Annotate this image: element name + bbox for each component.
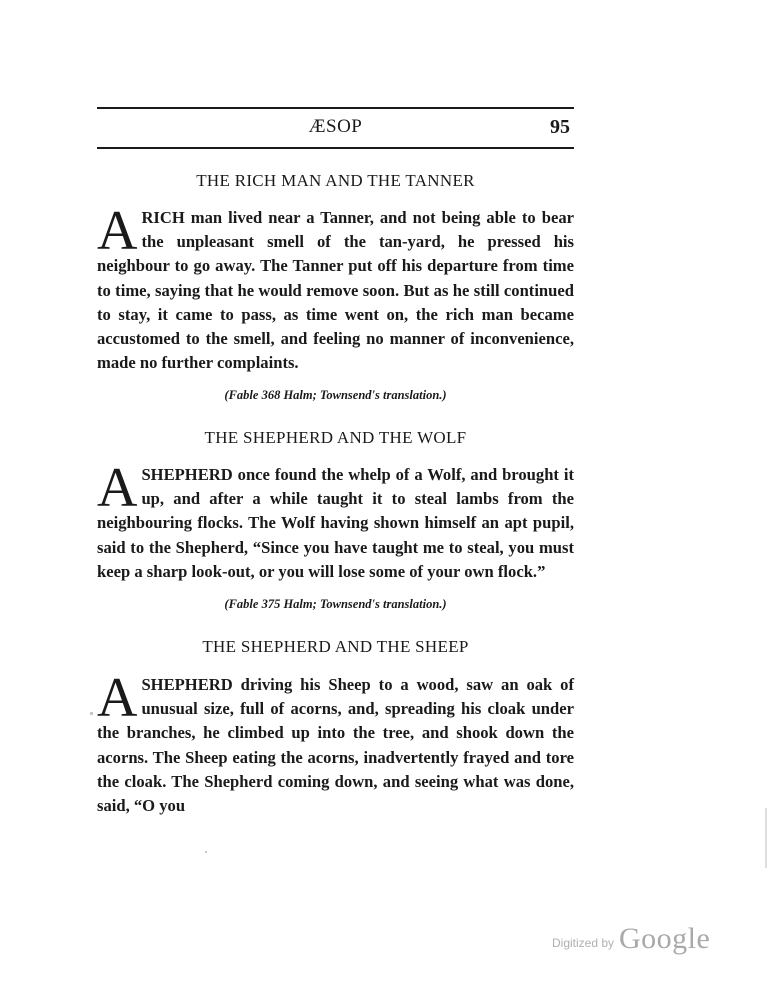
fable-body xyxy=(97,200,574,375)
fable-citation: (Fable 368 Halm; Townsend's translation.) xyxy=(224,388,447,402)
scan-edge-mark xyxy=(765,808,767,868)
running-title: ÆSOP xyxy=(308,116,363,137)
digitized-watermark xyxy=(552,922,722,958)
google-logo: Google xyxy=(619,922,711,955)
drop-cap: A xyxy=(97,457,138,519)
fable-body xyxy=(97,667,574,818)
fable-text: man lived near a Tanner, and not being able to bear the unpleasant smell of the tan-yard, he pressed his neighbour to go away. The Tanner put off his departure from time to time, saying that he would remove soon. But as he still continued to stay, it came to pass, as time went on, the rich man became accustomed to the smell, and feeling no manner of inconvenience, made no further complaints. xyxy=(97,208,574,373)
fable-title: THE SHEPHERD AND THE WOLF xyxy=(204,428,467,447)
drop-cap: A xyxy=(97,200,138,262)
fable-title: THE RICH MAN AND THE TANNER xyxy=(196,171,475,190)
watermark-prefix: Digitized by xyxy=(552,936,615,950)
drop-cap: A xyxy=(97,667,138,729)
running-header xyxy=(97,107,574,149)
fable-citation: (Fable 375 Halm; Townsend's translation.) xyxy=(224,597,447,611)
fable-lead-word: SHEPHERD xyxy=(141,465,233,484)
fable-body xyxy=(97,457,574,584)
fable-lead-word: RICH xyxy=(141,208,185,227)
fable-text: driving his Sheep to a wood, saw an oak of unusual size, full of acorns, and, spreading his cloak under the branches, he climbed up into the tree, and shook down the acorns. The Sheep eating the acorns, inadvertently frayed and tore the cloak. The Shepherd coming down, and seeing what was done, said, “O you xyxy=(97,675,574,816)
fable-text: once found the whelp of a Wolf, and brought it up, and after a while taught it to steal lambs from the neighbouring flocks. The Wolf having shown himself an apt pupil, said to the Shepherd, “Since you have taught me to steal, you must keep a sharp look-out, or you will lose some of your own flock.” xyxy=(97,465,574,581)
scan-speck xyxy=(90,712,93,715)
fable-title: THE SHEPHERD AND THE SHEEP xyxy=(202,637,469,656)
fable-lead-word: SHEPHERD xyxy=(141,675,233,694)
page-number: 95 xyxy=(550,116,570,138)
scan-speck xyxy=(205,851,207,853)
